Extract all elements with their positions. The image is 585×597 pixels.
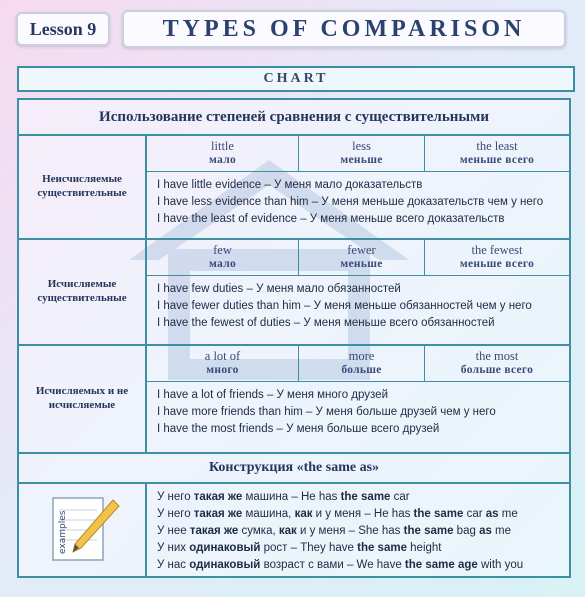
word-ru: много <box>206 364 239 377</box>
word-the-fewest <box>425 240 569 276</box>
row-label-uncountable: Неисчисляемые существительные <box>19 136 147 240</box>
text-segment: bag <box>453 525 480 537</box>
bold-segment: the same <box>357 542 407 554</box>
text-segment: У него <box>157 508 194 520</box>
bold-segment: как <box>278 525 297 537</box>
text-segment: car <box>463 508 486 520</box>
text-segment: и у меня – He has <box>312 508 414 520</box>
construction-line <box>157 557 569 574</box>
word-the-most <box>425 346 569 382</box>
text-segment: сумка, <box>238 525 279 537</box>
topic-title: TYPES OF COMPARISON <box>122 10 566 48</box>
word-ru: больше всего <box>460 364 534 377</box>
text-segment: height <box>406 542 442 554</box>
word-en: the least <box>476 139 518 154</box>
text-segment: У них <box>157 542 190 554</box>
comparison-table <box>17 98 571 578</box>
examples-icon-text: examples <box>58 510 68 554</box>
text-segment: возраст с вами – We have <box>260 559 405 571</box>
bold-segment: the same <box>403 525 454 537</box>
example-line: I have the least of evidence – У меня меньше всего доказательств <box>157 213 505 225</box>
text-segment: У него <box>157 491 194 503</box>
word-ru: меньше всего <box>459 258 535 271</box>
word-en: the most <box>475 349 519 364</box>
example-line: I have more friends than him – У меня больше друзей чем у него <box>157 406 496 418</box>
bold-segment: the same age <box>404 559 478 571</box>
example-line: I have less evidence than him – У меня меньше доказательств чем у него <box>157 196 544 208</box>
lesson-badge: Lesson 9 <box>16 12 110 46</box>
text-segment: me <box>498 508 518 520</box>
chart-label: CHART <box>17 66 575 92</box>
text-segment: У нас <box>157 559 190 571</box>
bold-segment: такая же <box>193 508 243 520</box>
example-line: I have the most friends – У меня больше всего друзей <box>157 423 440 435</box>
word-en: little <box>211 139 234 154</box>
examples-both <box>147 382 569 452</box>
text-segment: машина, <box>242 508 295 520</box>
example-line: I have the fewest of duties – У меня меньше всего обязанностей <box>157 317 495 329</box>
construction-examples <box>147 482 569 576</box>
text-segment: У нее <box>157 525 190 537</box>
bold-segment: the same <box>413 508 464 520</box>
bold-segment: такая же <box>193 491 243 503</box>
word-little <box>147 136 299 172</box>
word-ru: мало <box>208 258 236 271</box>
word-fewer <box>299 240 425 276</box>
word-few <box>147 240 299 276</box>
bold-segment: the same <box>340 491 391 503</box>
header <box>16 10 571 44</box>
word-en: the fewest <box>471 243 523 258</box>
example-line: I have little evidence – У меня мало доказательств <box>157 179 423 191</box>
example-line: I have fewer duties than him – У меня меньше обязанностей чем у него <box>157 300 532 312</box>
word-ru: меньше <box>340 154 383 167</box>
text-segment: машина – He has <box>242 491 341 503</box>
word-a-lot-of <box>147 346 299 382</box>
example-line: I have a lot of friends – У меня много друзей <box>157 389 388 401</box>
word-en: more <box>348 349 375 364</box>
word-en: less <box>352 139 371 154</box>
word-ru: мало <box>208 154 236 167</box>
word-en: few <box>213 243 232 258</box>
text-segment: и у меня – She has <box>296 525 404 537</box>
bold-segment: такая же <box>189 525 239 537</box>
word-en: a lot of <box>204 349 241 364</box>
text-segment: рост – They have <box>260 542 358 554</box>
examples-icon-cell <box>19 482 147 576</box>
word-the-least <box>425 136 569 172</box>
construction-line <box>157 523 569 540</box>
row-label-both: Исчисляемых и не исчисляемые <box>19 346 147 452</box>
text-segment: me <box>491 525 512 537</box>
bold-segment: одинаковый <box>189 559 261 571</box>
word-less <box>299 136 425 172</box>
word-ru: меньше всего <box>459 154 535 167</box>
word-en: fewer <box>347 243 376 258</box>
bold-segment: as <box>479 525 492 537</box>
examples-notepad-icon <box>43 492 121 568</box>
word-more <box>299 346 425 382</box>
word-ru: больше <box>341 364 382 377</box>
construction-line <box>157 489 569 506</box>
text-segment: with you <box>477 559 524 571</box>
bold-segment: as <box>485 508 499 520</box>
construction-title: Конструкция «the same as» <box>19 452 569 482</box>
construction-line <box>157 506 569 523</box>
text-segment: car <box>390 491 410 503</box>
bold-segment: одинаковый <box>189 542 261 554</box>
word-ru: меньше <box>340 258 383 271</box>
bold-segment: как <box>294 508 313 520</box>
examples-countable <box>147 276 569 346</box>
row-label-countable: Исчисляемые существительные <box>19 240 147 346</box>
examples-uncountable <box>147 172 569 240</box>
table-title: Использование степеней сравнения с существительными <box>19 100 569 136</box>
example-line: I have few duties – У меня мало обязанностей <box>157 283 401 295</box>
construction-line <box>157 540 569 557</box>
